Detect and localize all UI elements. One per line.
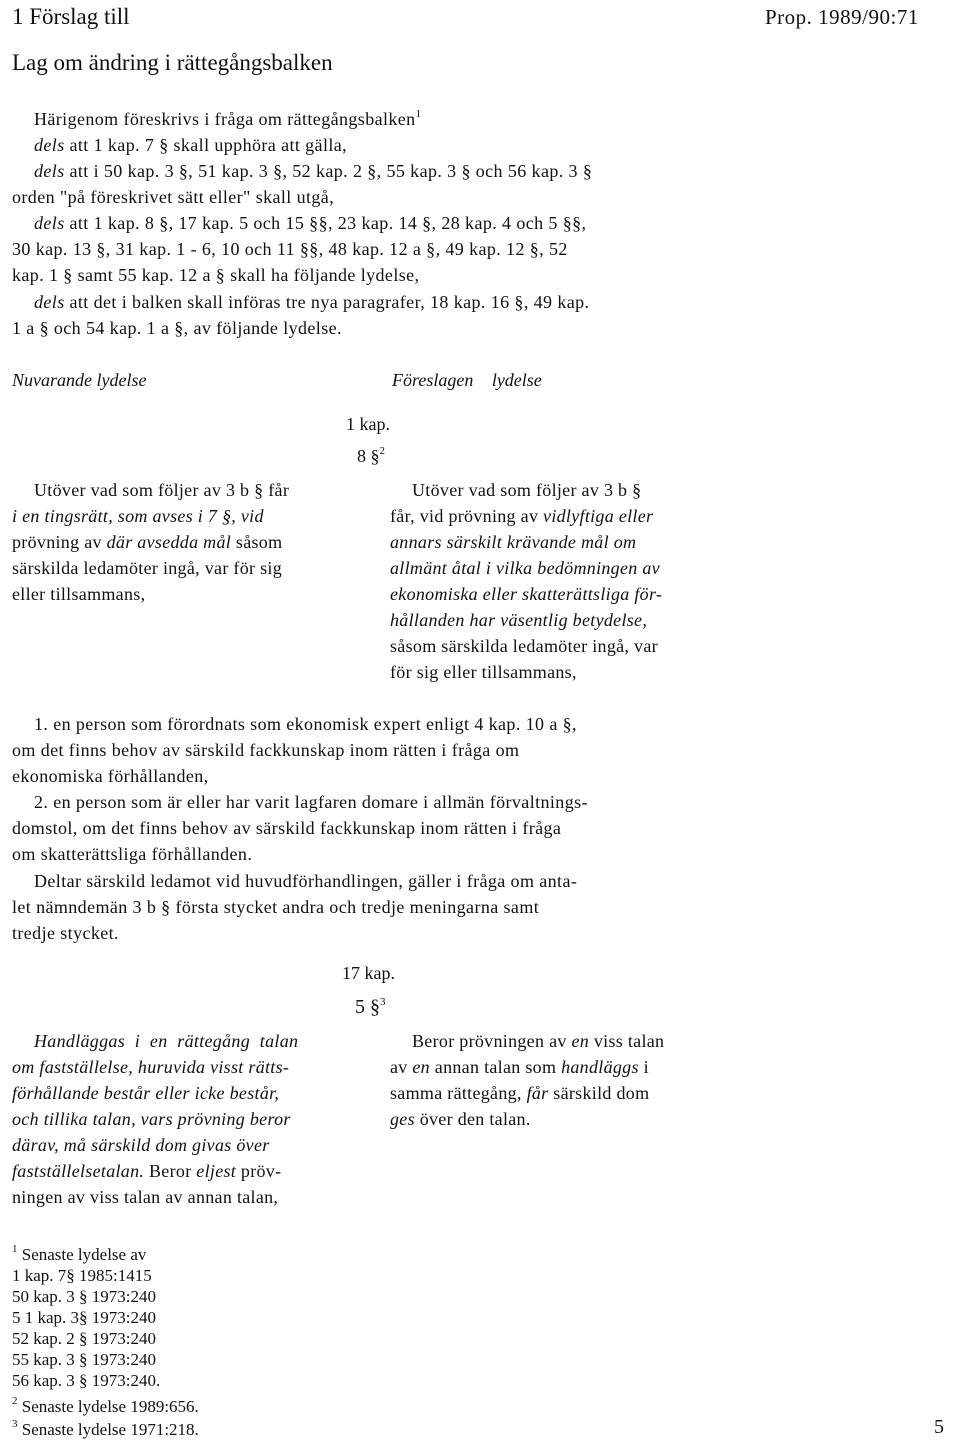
footnote-ref-2[interactable]: 2 <box>379 445 385 457</box>
text-line: Beror prövningen av en viss talan <box>412 1031 665 1051</box>
law-title: Lag om ändring i rättegångsbalken <box>12 50 333 75</box>
text-line: får, vid prövning av vidlyftiga eller <box>390 506 654 526</box>
text-line: Utöver vad som följer av 3 b § <box>412 480 642 500</box>
footnote-ref-1[interactable]: 1 <box>415 108 422 120</box>
text-line: därav, må särskild dom givas över <box>12 1135 270 1155</box>
text-line: i en tingsrätt, som avses i 7 §, vid <box>12 506 264 526</box>
text-line: domstol, om det finns behov av särskild fackkunskap inom rätten i fråga <box>12 818 562 838</box>
text-line: om fastställelse, huruvida visst rätts- <box>12 1057 290 1077</box>
intro-line: kap. 1 § samt 55 kap. 12 a § skall ha följande lydelse, <box>12 265 420 285</box>
footnote-item: 56 kap. 3 § 1973:240. <box>12 1371 161 1390</box>
text-line: hållanden har väsentlig betydelse, <box>390 610 648 630</box>
intro-line: orden "på föreskrivet sätt eller" skall utgå, <box>12 187 335 207</box>
text-line: ges över den talan. <box>390 1109 531 1129</box>
text-line: tredje stycket. <box>12 923 119 943</box>
paragraph-heading-8: 8 §$^2$ <box>357 445 385 466</box>
page-number: 5 <box>934 1416 944 1438</box>
intro-line: dels att 1 kap. 8 §, 17 kap. 5 och 15 §§, 23 kap. 14 §, 28 kap. 4 och 5 §§, <box>34 213 587 233</box>
footnote-3: $^3$ Senaste lydelse 1971:218. <box>12 1418 199 1439</box>
text-line: annars särskilt krävande mål om <box>390 532 637 552</box>
footnote-item: 50 kap. 3 § 1973:240 <box>12 1287 157 1306</box>
chapter-heading-17: 17 kap. <box>342 963 395 983</box>
text-line: samma rättegång, får särskild dom <box>390 1083 650 1103</box>
text-line: om skatterättsliga förhållanden. <box>12 844 253 864</box>
text-line: och tillika talan, vars prövning beror <box>12 1109 291 1129</box>
text-line: särskilda ledamöter ingå, var för sig <box>12 558 283 578</box>
intro-line: dels att det i balken skall införas tre nya paragrafer, 18 kap. 16 §, 49 kap. <box>34 292 590 312</box>
chapter-heading-1: 1 kap. <box>346 414 390 434</box>
current-wording-heading: Nuvarande lydelse <box>12 370 147 390</box>
text-line: av en annan talan som handläggs i <box>390 1057 649 1077</box>
intro-line: 1 a § och 54 kap. 1 a §, av följande lydelse. <box>12 318 342 338</box>
intro-line: Härigenom föreskrivs i fråga om rättegångsbalken$^1$ <box>34 108 422 129</box>
intro-line: dels att 1 kap. 7 § skall upphöra att gälla, <box>34 135 348 155</box>
footnote-1: $^1$ Senaste lydelse av <box>12 1243 147 1264</box>
section-title: 1 Förslag till <box>12 4 130 29</box>
text-line: Handläggas i en rättegång talan <box>34 1031 299 1051</box>
footnote-ref-3[interactable]: 3 <box>380 996 386 1008</box>
text-line: allmänt åtal i vilka bedömningen av <box>390 558 660 578</box>
text-line: om det finns behov av särskild fackkunskap inom rätten i fråga om <box>12 740 520 760</box>
text-line: prövning av där avsedda mål såsom <box>12 532 283 552</box>
text-line: ningen av viss talan av annan talan, <box>12 1187 279 1207</box>
text-line: fastställelsetalan. Beror eljest pröv- <box>12 1161 282 1181</box>
footnote-item: 5 1 kap. 3§ 1973:240 <box>12 1308 157 1327</box>
footnote-item: 52 kap. 2 § 1973:240 <box>12 1329 157 1348</box>
text-line: såsom särskilda ledamöter ingå, var <box>390 636 658 656</box>
text-line: ekonomiska eller skatterättsliga för- <box>390 584 663 604</box>
text-line: Utöver vad som följer av 3 b § får <box>34 480 290 500</box>
footnote-item: 1 kap. 7§ 1985:1415 <box>12 1266 152 1285</box>
footnote-2: $^2$ Senaste lydelse 1989:656. <box>12 1395 199 1416</box>
text-line: 2. en person som är eller har varit lagfaren domare i allmän förvaltnings- <box>34 792 588 812</box>
text-line: eller tillsammans, <box>12 584 146 604</box>
footnote-item: 55 kap. 3 § 1973:240 <box>12 1350 157 1369</box>
text-line: 1. en person som förordnats som ekonomisk expert enligt 4 kap. 10 a §, <box>34 714 577 734</box>
text-line: förhållande består eller icke består, <box>12 1083 280 1103</box>
paragraph-heading-5: 5 §$^3$ <box>355 996 386 1018</box>
text-line: let nämndemän 3 b § första stycket andra och tredje meningarna samt <box>12 897 540 917</box>
text-line: Deltar särskild ledamot vid huvudförhandlingen, gäller i fråga om anta- <box>34 871 578 891</box>
proposed-wording-heading: Föreslagen lydelse <box>392 370 542 390</box>
text-line: för sig eller tillsammans, <box>390 662 577 682</box>
proposition-reference: Prop. 1989/90:71 <box>765 5 919 29</box>
intro-line: 30 kap. 13 §, 31 kap. 1 - 6, 10 och 11 §§, 48 kap. 12 a §, 49 kap. 12 §, 52 <box>12 239 568 259</box>
text-line: ekonomiska förhållanden, <box>12 766 209 786</box>
intro-line: dels att i 50 kap. 3 §, 51 kap. 3 §, 52 kap. 2 §, 55 kap. 3 § och 56 kap. 3 § <box>34 161 593 181</box>
